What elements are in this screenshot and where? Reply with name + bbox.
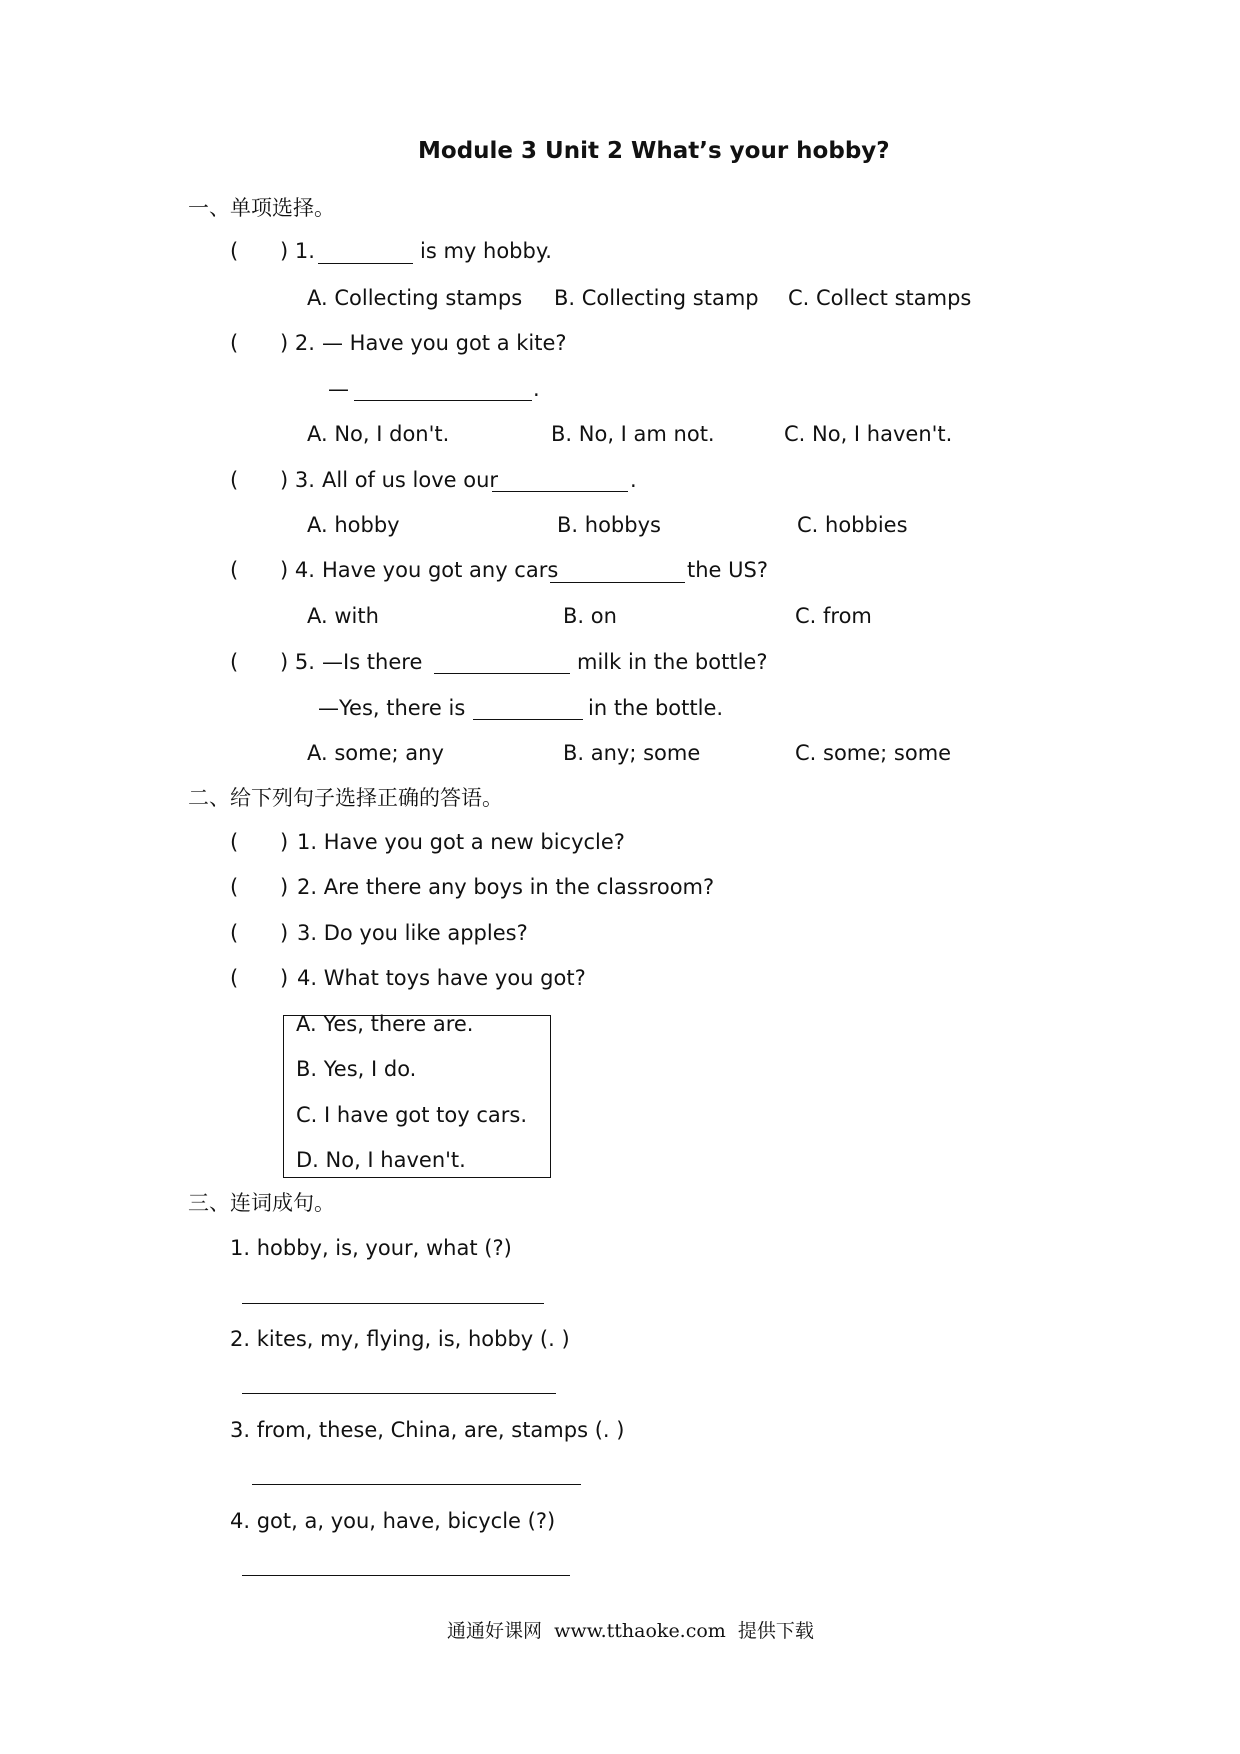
q1-blank[interactable] (318, 263, 413, 264)
s3-answer-line-1[interactable] (242, 1303, 544, 1304)
s2-q1-paren-open: ( (230, 830, 239, 854)
q5-reply-after: in the bottle. (588, 696, 724, 720)
q5-option-a: A. some; any (307, 741, 444, 765)
q3-paren-open: ( (230, 468, 239, 492)
s3-answer-line-2[interactable] (242, 1393, 556, 1394)
q4-text: Have you got any cars (322, 558, 559, 582)
q2-blank[interactable] (354, 400, 532, 401)
q4-paren-open: ( (230, 558, 239, 582)
q5-blank-2[interactable] (473, 719, 583, 720)
q2-paren-open: ( (230, 331, 239, 355)
s3-answer-line-3[interactable] (252, 1484, 581, 1485)
answer-option-c: C. I have got toy cars. (296, 1103, 528, 1127)
section1-heading: 一、单项选择。 (188, 196, 335, 220)
s3-item-3: 3. from, these, China, are, stamps (. ) (230, 1418, 625, 1442)
s2-q1-text: 1. Have you got a new bicycle? (297, 830, 625, 854)
footer-text: 通通好课网 www.tthaoke.com 提供下载 (447, 1620, 814, 1642)
q2-reply-dash: — (328, 377, 349, 401)
q4-text-after: the US? (687, 558, 768, 582)
s2-q2-paren-open: ( (230, 875, 239, 899)
q1-number: ) 1. (280, 239, 315, 263)
s2-q3-text: 3. Do you like apples? (297, 921, 528, 945)
q3-option-c: C. hobbies (797, 513, 908, 537)
q1-paren-open: ( (230, 239, 239, 263)
q5-option-c: C. some; some (795, 741, 952, 765)
s3-answer-line-4[interactable] (242, 1575, 570, 1576)
s2-q2-paren-close: ) (280, 875, 289, 899)
answer-option-d: D. No, I haven't. (296, 1148, 466, 1172)
q4-number: ) 4. (280, 558, 315, 582)
q4-option-b: B. on (563, 604, 617, 628)
q4-blank[interactable] (550, 582, 685, 583)
q1-option-c: C. Collect stamps (788, 286, 972, 310)
q3-text: All of us love our (322, 468, 499, 492)
q2-option-b: B. No, I am not. (551, 422, 715, 446)
s2-q4-paren-close: ) (280, 966, 289, 990)
section3-heading: 三、连词成句。 (188, 1191, 335, 1215)
worksheet-title: Module 3 Unit 2 What’s your hobby? (418, 138, 890, 164)
q3-option-b: B. hobbys (557, 513, 661, 537)
s2-q2-text: 2. Are there any boys in the classroom? (297, 875, 715, 899)
q5-text: —Is there (322, 650, 423, 674)
s2-q4-paren-open: ( (230, 966, 239, 990)
q2-option-a: A. No, I don't. (307, 422, 450, 446)
q3-end: . (630, 468, 637, 492)
answer-option-b: B. Yes, I do. (296, 1057, 417, 1081)
s3-item-4: 4. got, a, you, have, bicycle (?) (230, 1509, 556, 1533)
q1-option-b: B. Collecting stamp (554, 286, 759, 310)
q2-text: — Have you got a kite? (322, 331, 567, 355)
q5-text-after: milk in the bottle? (577, 650, 768, 674)
q4-option-c: C. from (795, 604, 872, 628)
q3-option-a: A. hobby (307, 513, 400, 537)
q2-option-c: C. No, I haven't. (784, 422, 953, 446)
q1-text: is my hobby. (420, 239, 552, 263)
q1-option-a: A. Collecting stamps (307, 286, 523, 310)
q2-reply-end: . (533, 377, 540, 401)
q5-blank-1[interactable] (434, 673, 570, 674)
q5-option-b: B. any; some (563, 741, 701, 765)
q2-number: ) 2. (280, 331, 315, 355)
q5-number: ) 5. (280, 650, 315, 674)
q4-option-a: A. with (307, 604, 379, 628)
q5-paren-open: ( (230, 650, 239, 674)
section2-heading: 二、给下列句子选择正确的答语。 (188, 786, 503, 810)
s2-q3-paren-open: ( (230, 921, 239, 945)
q3-number: ) 3. (280, 468, 315, 492)
s2-q1-paren-close: ) (280, 830, 289, 854)
q5-reply: —Yes, there is (318, 696, 466, 720)
answer-option-a: A. Yes, there are. (296, 1012, 474, 1036)
s2-q3-paren-close: ) (280, 921, 289, 945)
s2-q4-text: 4. What toys have you got? (297, 966, 586, 990)
q3-blank[interactable] (492, 491, 628, 492)
s3-item-1: 1. hobby, is, your, what (?) (230, 1236, 512, 1260)
s3-item-2: 2. kites, my, flying, is, hobby (. ) (230, 1327, 570, 1351)
